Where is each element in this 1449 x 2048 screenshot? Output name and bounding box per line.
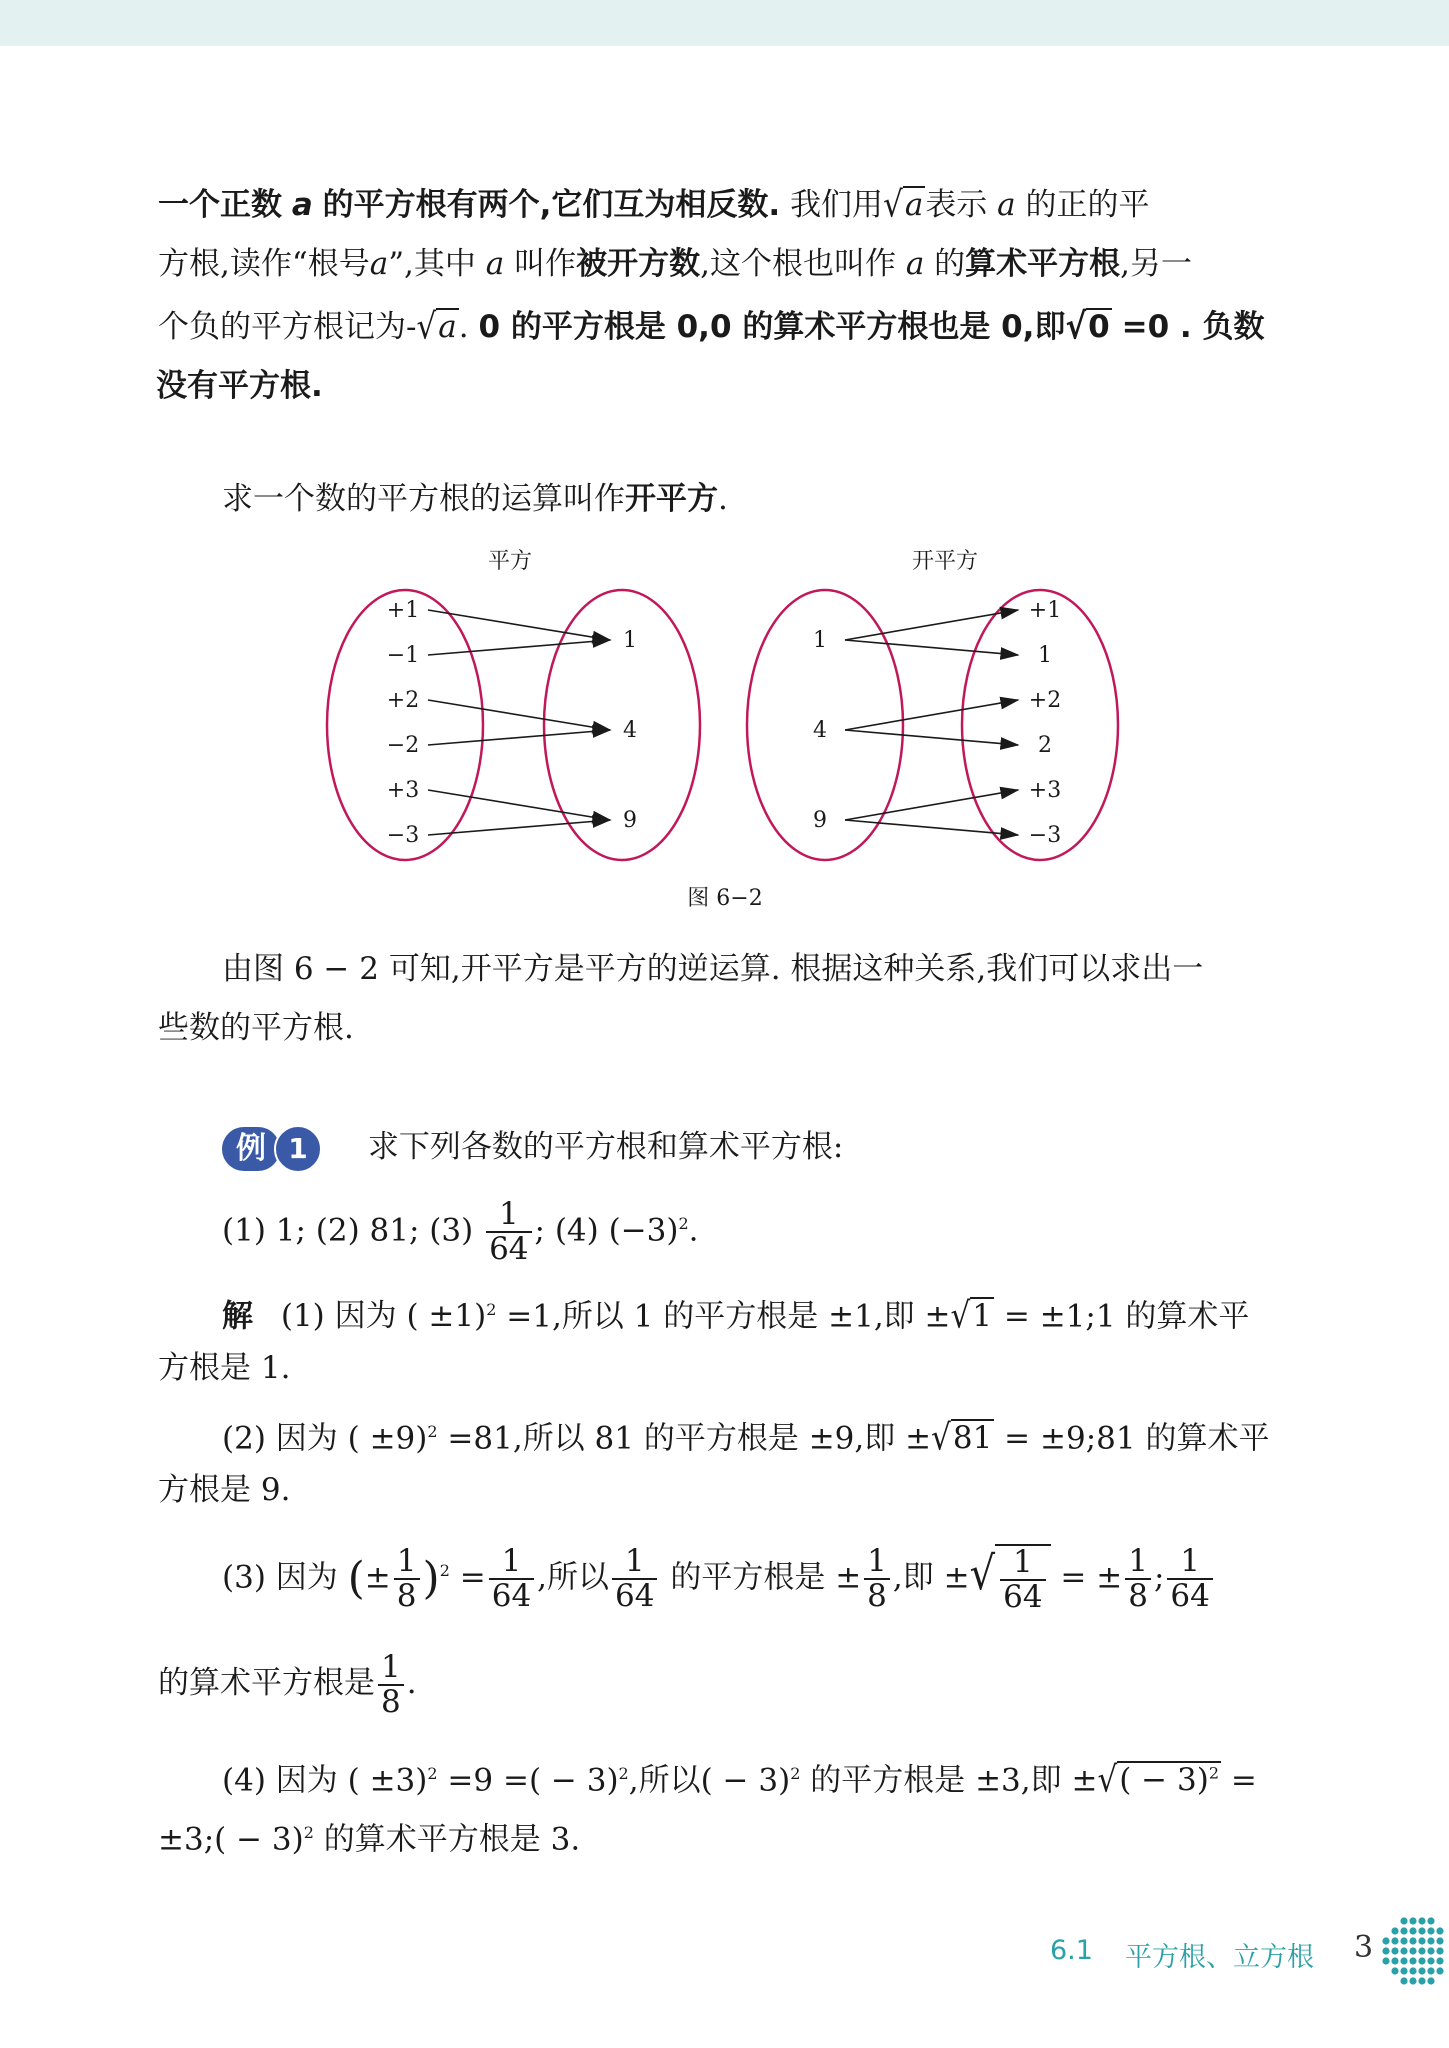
solution-4-line-2: ±3;( − 3)$^2$ 的算术平方根是 3. xyxy=(158,1821,581,1858)
page-number: 3 xyxy=(1354,1930,1374,1965)
left-output-ellipse xyxy=(544,590,700,860)
square-input-label: −2 xyxy=(386,733,420,758)
figure-caption: 图 6−2 xyxy=(687,886,763,911)
square-input-label: +3 xyxy=(386,778,420,803)
open-square-definition: 求一个数的平方根的运算叫作开平方. xyxy=(222,481,728,517)
example-1-items: (1) 1; (2) 81; (3) $\frac{1}{64}$ ; (4) $(-3)^2$. xyxy=(222,1196,699,1267)
open-square-arrow xyxy=(845,640,1018,655)
dot xyxy=(1418,1937,1425,1944)
dot xyxy=(1391,1967,1398,1974)
fraction: $\frac{1}{64}$ xyxy=(1167,1545,1212,1612)
open-square-input-label: 9 xyxy=(813,808,827,833)
square-output-label: 4 xyxy=(623,718,637,743)
definition-line-2: 方根,读作“根号a”,其中 a 叫作被开方数,这个根也叫作 a 的算术平方根,另一 xyxy=(158,246,1193,282)
dot xyxy=(1382,1957,1389,1964)
dot xyxy=(1382,1937,1389,1944)
dot xyxy=(1427,1937,1434,1944)
square-input-label: −1 xyxy=(386,643,420,668)
square-output-label: 1 xyxy=(623,628,637,653)
figure-6-2 xyxy=(300,540,1150,920)
radical-icon: √ xyxy=(950,1295,971,1337)
square-input-label: +1 xyxy=(386,598,420,623)
inverse-operation-line-1: 由图 6 − 2 可知,开平方是平方的逆运算. 根据这种关系,我们可以求出一 xyxy=(222,951,1204,987)
radical-icon: √ xyxy=(1065,306,1087,348)
dot xyxy=(1427,1917,1434,1924)
inverse-operation-line-2: 些数的平方根. xyxy=(158,1010,354,1046)
open-square-input-label: 4 xyxy=(813,718,827,743)
dot xyxy=(1427,1967,1434,1974)
open-square-arrow xyxy=(845,790,1018,820)
figure-title-open-square: 开平方 xyxy=(911,549,979,574)
dot xyxy=(1409,1937,1416,1944)
radical-icon: √ xyxy=(1097,1759,1118,1801)
open-square-output-label: +3 xyxy=(1028,778,1062,803)
example-1-header: 例 1 求下列各数的平方根和算术平方根: xyxy=(222,1118,1352,1177)
open-square-output-label: 2 xyxy=(1038,733,1052,758)
dot xyxy=(1409,1947,1416,1954)
square-arrow xyxy=(428,610,610,640)
fraction: $\frac{1}{64}$ xyxy=(486,1198,531,1265)
open-square-output-label: +2 xyxy=(1028,688,1062,713)
open-square-output-label: +1 xyxy=(1028,598,1062,623)
dot xyxy=(1418,1977,1425,1984)
dot xyxy=(1418,1947,1425,1954)
square-arrow xyxy=(428,790,610,820)
dot xyxy=(1409,1977,1416,1984)
dot xyxy=(1418,1967,1425,1974)
square-arrow xyxy=(428,640,610,655)
dot xyxy=(1427,1927,1434,1934)
open-square-input-label: 1 xyxy=(813,628,827,653)
solution-1-line-1: 解 (1) 因为 ( ±1)$^2$ =1,所以 1 的平方根是 ±1,即 ±√1 = ±1;1 的算术平 xyxy=(222,1280,1292,1346)
fraction: $\frac{1}{8}$ xyxy=(394,1545,420,1612)
open-square-output-label: −3 xyxy=(1028,823,1062,848)
fraction: $\frac{1}{64}$ xyxy=(612,1545,657,1612)
open-square-arrow xyxy=(845,730,1018,745)
open-square-arrow xyxy=(845,700,1018,730)
dot xyxy=(1418,1957,1425,1964)
footer-section-title: 平方根、立方根 xyxy=(1125,1942,1314,1973)
solution-1-line-2: 方根是 1. xyxy=(158,1350,291,1386)
dot xyxy=(1400,1967,1407,1974)
definition-line-1: 一个正数 a 的平方根有两个,它们互为相反数. 我们用√a表示 a 的正的平 xyxy=(158,176,1288,235)
figure-title-square: 平方 xyxy=(487,549,533,574)
example-badge: 例 1 xyxy=(222,1125,322,1173)
footer-section-number: 6.1 xyxy=(1050,1935,1093,1966)
dot xyxy=(1391,1957,1398,1964)
square-input-label: +2 xyxy=(386,688,420,713)
solution-3-line-1: (3) 因为 (± $\frac{1}{8}$ )$^2$ = $\frac{1}{64}$ ,所以 $\frac{1}{64}$ 的平方根是 ± $\frac{1}{8}$ ,即 ±√ $\frac{1}{64}$ = ± $\frac{1}{8}$ ; $\frac{1}{64}$ xyxy=(222,1536,1292,1614)
fraction: $\frac{1}{8}$ xyxy=(378,1651,404,1718)
definition-line-4: 没有平方根. xyxy=(156,368,323,404)
dot xyxy=(1400,1977,1407,1984)
fraction: $\frac{1}{8}$ xyxy=(864,1545,890,1612)
dot xyxy=(1409,1917,1416,1924)
dot xyxy=(1382,1947,1389,1954)
dot xyxy=(1400,1927,1407,1934)
dot xyxy=(1427,1947,1434,1954)
dot xyxy=(1427,1977,1434,1984)
dot xyxy=(1391,1947,1398,1954)
dot xyxy=(1418,1917,1425,1924)
solution-2-line-1: (2) 因为 ( ±9)$^2$ =81,所以 81 的平方根是 ±9,即 ±√81 = ±9;81 的算术平 xyxy=(222,1402,1292,1468)
square-output-label: 9 xyxy=(623,808,637,833)
solution-2-line-2: 方根是 9. xyxy=(158,1472,291,1508)
dot xyxy=(1436,1957,1443,1964)
dot xyxy=(1436,1937,1443,1944)
fraction: $\frac{1}{64}$ xyxy=(489,1545,534,1612)
dot xyxy=(1391,1937,1398,1944)
radical-icon: √ xyxy=(883,184,903,226)
left-input-ellipse xyxy=(327,590,483,860)
radical-icon: √ xyxy=(416,306,437,348)
fraction: $\frac{1}{64}$ xyxy=(1000,1546,1045,1613)
dot xyxy=(1400,1957,1407,1964)
dot xyxy=(1409,1967,1416,1974)
dot xyxy=(1436,1967,1443,1974)
dot xyxy=(1427,1957,1434,1964)
dot xyxy=(1400,1947,1407,1954)
radical-icon: √ xyxy=(969,1547,996,1601)
fraction: $\frac{1}{8}$ xyxy=(1125,1545,1151,1612)
definition-line-3: 个负的平方根记为-√a. 0 的平方根是 0,0 的算术平方根也是 0,即√0 =0 . 负数 xyxy=(158,298,1288,357)
solution-3-line-2: 的算术平方根是 $\frac{1}{8}$ . xyxy=(158,1648,417,1720)
dot xyxy=(1436,1947,1443,1954)
dot-pattern-icon xyxy=(1380,1915,1446,1987)
dot xyxy=(1400,1917,1407,1924)
dot xyxy=(1400,1937,1407,1944)
dot xyxy=(1436,1927,1443,1934)
solution-4-line-1: (4) 因为 ( ±3)$^2$ =9 =( − 3)$^2$,所以( − 3)$^2$ 的平方根是 ±3,即 ±√( − 3)$^2$ = xyxy=(222,1744,1292,1810)
top-band xyxy=(0,0,1449,46)
square-arrow xyxy=(428,730,610,745)
dot xyxy=(1391,1927,1398,1934)
dot xyxy=(1409,1957,1416,1964)
open-square-output-label: 1 xyxy=(1038,643,1052,668)
square-input-label: −3 xyxy=(386,823,420,848)
dot xyxy=(1418,1927,1425,1934)
radical-icon: √ xyxy=(931,1417,951,1459)
square-arrow xyxy=(428,700,610,730)
right-output-ellipse xyxy=(962,590,1118,860)
dot xyxy=(1409,1927,1416,1934)
